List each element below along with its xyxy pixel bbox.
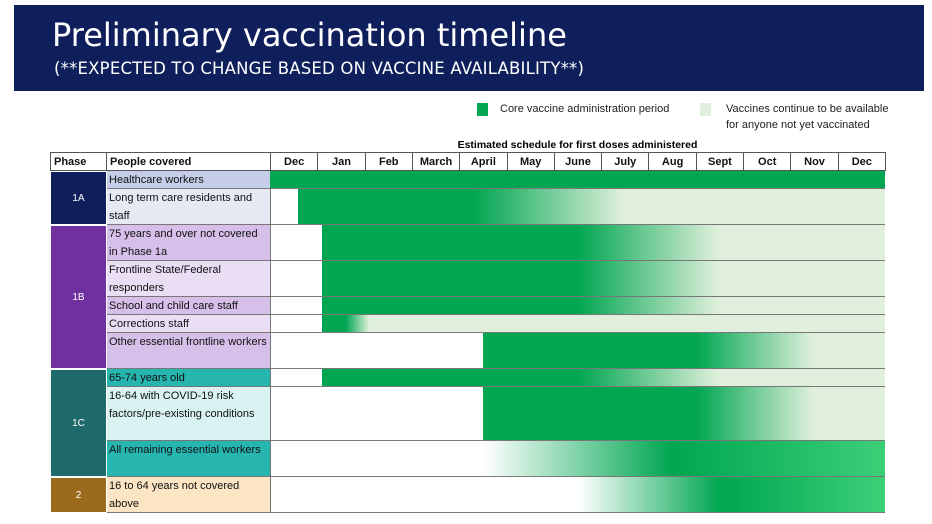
legend-continue-swatch [700,103,711,116]
schedule-title: Estimated schedule for first doses administered [457,139,698,151]
timeline-bar-row [270,387,885,441]
month-header: Sept [696,152,744,171]
month-header: Dec [838,152,886,171]
timeline-bar-row [270,261,885,297]
month-header: Aug [648,152,696,171]
people-covered-cell: 65-74 years old [106,369,271,387]
people-covered-cell: All remaining essential workers [106,441,271,477]
timeline-bar-row [270,315,885,333]
legend-core-label: Core vaccine administration period [500,103,670,115]
vaccination-period-bar [483,441,885,476]
month-header: June [554,152,602,171]
page-title: Preliminary vaccination timeline [52,16,567,54]
month-header: Jan [317,152,365,171]
people-column-header: People covered [106,152,271,171]
month-header: Feb [365,152,413,171]
people-covered-cell: Other essential frontline workers [106,333,271,369]
phase-cell: 1B [50,225,107,369]
people-covered-cell: Frontline State/Federal responders [106,261,271,297]
title-banner [14,5,924,91]
phase-cell: 2 [50,477,107,513]
month-header: Dec [270,152,318,171]
phase-column-header: Phase [50,152,107,171]
phase-cell: 1A [50,171,107,225]
timeline-bar-row [270,225,885,261]
vaccination-period-bar [322,315,885,332]
month-header: Oct [743,152,791,171]
month-header: Nov [790,152,838,171]
month-header: May [507,152,555,171]
month-header: March [412,152,460,171]
vaccination-period-bar [322,261,885,296]
people-covered-cell: 16 to 64 years not covered above [106,477,271,513]
vaccination-period-bar [322,225,885,260]
legend-core-swatch [477,103,488,116]
timeline-bar-row [270,171,885,189]
vaccination-period-bar [298,189,885,224]
month-header: April [459,152,507,171]
timeline-bar-row [270,189,885,225]
vaccination-period-bar [483,387,885,440]
vaccination-period-bar [322,297,885,314]
month-header: July [601,152,649,171]
timeline-bar-row [270,369,885,387]
phase-cell: 1C [50,369,107,477]
timeline-bar-row [270,477,885,513]
timeline-bar-row [270,297,885,315]
legend-continue-label-line2: for anyone not yet vaccinated [726,119,870,131]
vaccination-period-bar [270,171,885,188]
people-covered-cell: 75 years and over not covered in Phase 1a [106,225,271,261]
people-covered-cell: School and child care staff [106,297,271,315]
people-covered-cell: 16-64 with COVID-19 risk factors/pre-existing conditions [106,387,271,441]
vaccination-period-bar [322,369,885,386]
people-covered-cell: Healthcare workers [106,171,271,189]
people-covered-cell: Corrections staff [106,315,271,333]
vaccination-period-bar [578,477,886,512]
page-subtitle: (**EXPECTED TO CHANGE BASED ON VACCINE AVAILABILITY**) [54,59,585,78]
timeline-bar-row [270,333,885,369]
people-covered-cell: Long term care residents and staff [106,189,271,225]
timeline-bar-row [270,441,885,477]
legend-continue-label-line1: Vaccines continue to be available [726,103,889,115]
vaccination-period-bar [483,333,885,368]
